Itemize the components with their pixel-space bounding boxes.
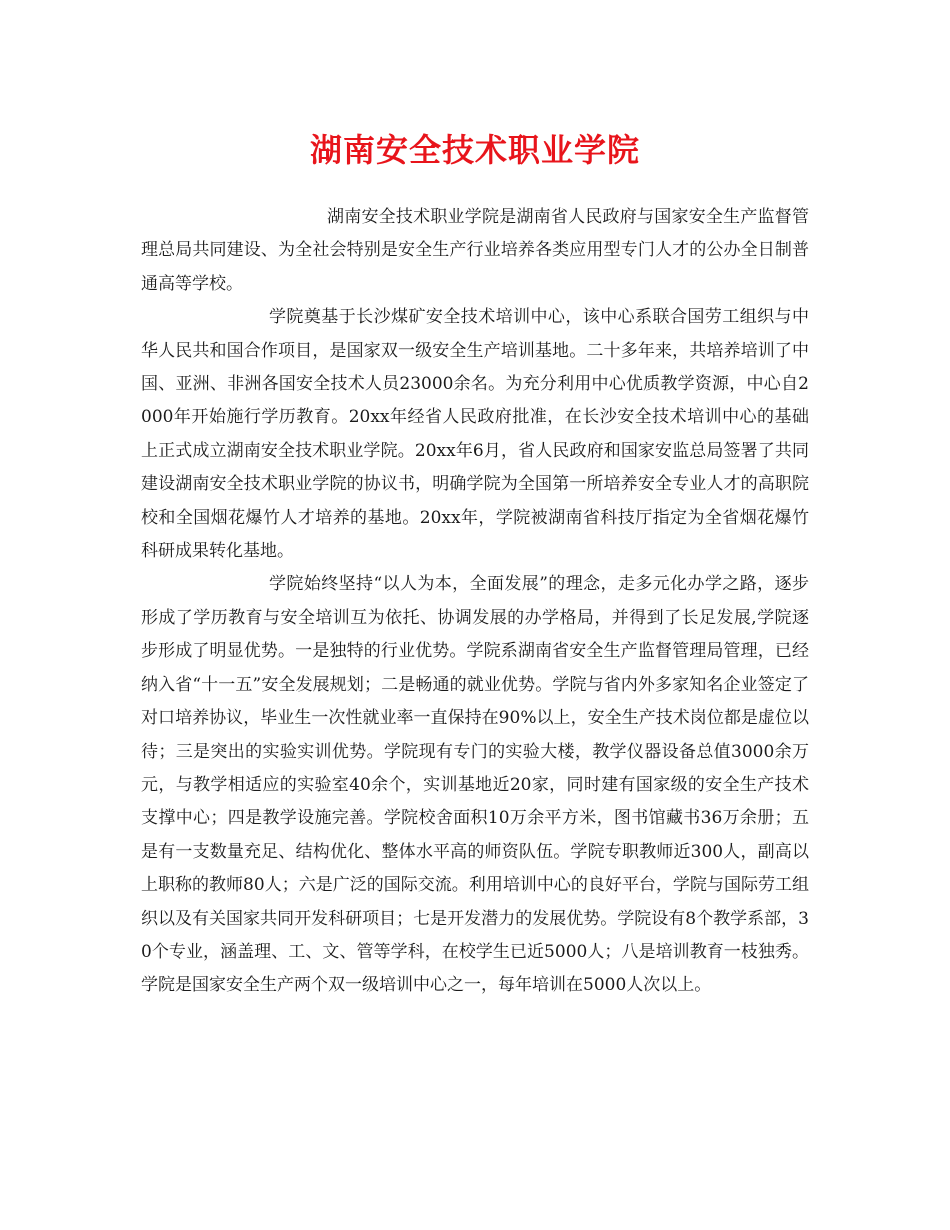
paragraph-history: 学院奠基于长沙煤矿安全技术培训中心，该中心系联合国劳工组织与中华人民共和国合作项目，是国家双一级安全生产培训基地。二十多年来，共培养培训了中国、亚洲、非洲各国安全技术人员23000余名。为充分利用中心优质教学资源，中心自2000年开始施行学历教育。20xx年经省人民政府批准，在长沙安全技术培训中心的基础上正式成立湖南安全技术职业学院。20xx年6月，省人民政府和国家安监总局签署了共同建设湖南安全技术职业学院的协议书，明确学院为全国第一所培养安全专业人才的高职院校和全国烟花爆竹人才培养的基地。20xx年，学院被湖南省科技厅指定为全省烟花爆竹科研成果转化基地。 [141,307,809,562]
paragraph-advantages: 学院始终坚持“以人为本，全面发展”的理念，走多元化办学之路，逐步形成了学历教育与安全培训互为依托、协调发展的办学格局，并得到了长足发展,学院逐步形成了明显优势。一是独特的行业优势。学院系湖南省安全生产监督管理局管理，已经纳入省“十一五”安全发展规划；二是畅通的就业优势。学院与省内外多家知名企业签定了对口培养协议，毕业生一次性就业率一直保持在90%以上，安全生产技术岗位都是虚位以待；三是突出的实验实训优势。学院现有专门的实验大楼，教学仪器设备总值3000余万元，与教学相适应的实验室40余个，实训基地近20家，同时建有国家级的安全生产技术支撑中心；四是教学设施完善。学院校舍面积10万余平方米，图书馆藏书36万余册；五是有一支数量充足、结构优化、整体水平高的师资队伍。学院专职教师近300人，副高以上职称的教师80人；六是广泛的国际交流。利用培训中心的良好平台，学院与国际劳工组织以及有关国家共同开发科研项目；七是开发潜力的发展优势。学院设有8个教学系部，30个专业，涵盖理、工、文、管等学科，在校学生已近5000人；八是培训教育一枝独秀。学院是国家安全生产两个双一级培训中心之一，每年培训在5000人次以上。 [141,574,809,996]
document-body [141,201,809,1003]
paragraph-intro: 湖南安全技术职业学院是湖南省人民政府与国家安全生产监督管理总局共同建设、为全社会特别是安全生产行业培养各类应用型专门人才的公办全日制普通高等学校。 [141,207,809,294]
document-title: 湖南安全技术职业学院 [309,131,640,169]
